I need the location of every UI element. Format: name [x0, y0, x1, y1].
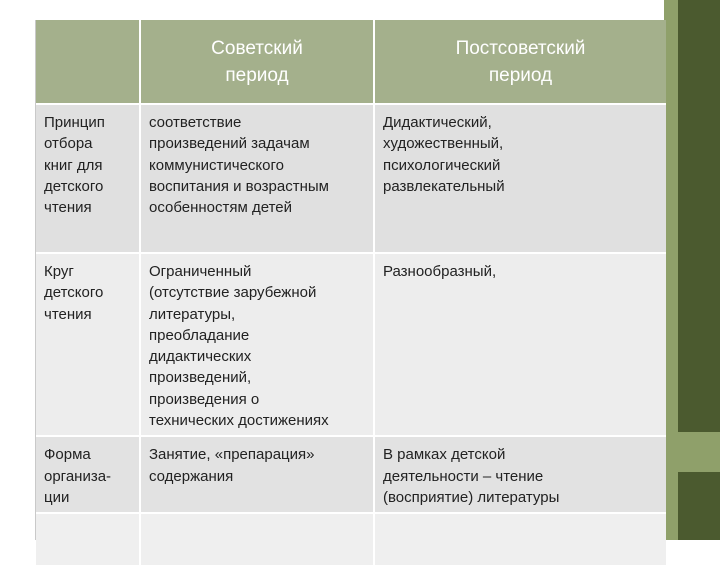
header-post-soviet-period: Постсоветский период: [374, 20, 666, 104]
row-label-selection-principle: Принцип отбора книг для детского чтения: [36, 104, 140, 253]
table-row: [36, 436, 666, 513]
cell-post-soviet-organization: В рамках детской деятельности – чтение (восприятие) литературы: [374, 436, 666, 513]
row-label-organization-form: Форма организа- ции: [36, 436, 140, 513]
slide-side-accent: [664, 432, 720, 472]
comparison-table: [36, 20, 666, 567]
cell-soviet-reading-circle: Ограниченный (отсутствие зарубежной литературы, преобладание дидактических произведений, произведения о технических достижениях: [140, 253, 374, 436]
cell-post-soviet-reading-circle: Разнообразный,: [374, 253, 666, 436]
row-label-reading-circle: Круг детского чтения: [36, 253, 140, 436]
table-header-row: [36, 20, 666, 104]
table-row: [36, 104, 666, 253]
cell-soviet-organization: Занятие, «препарация» содержания: [140, 436, 374, 513]
header-soviet-period: Советский период: [140, 20, 374, 104]
comparison-table-container: [35, 20, 666, 540]
table-row: [36, 253, 666, 436]
slide-side-band: [664, 0, 720, 540]
header-corner: [36, 20, 140, 104]
cell-post-soviet-selection: Дидактический, художественный, психологический развлекательный: [374, 104, 666, 253]
cell-soviet-selection: соответствие произведений задачам коммунистического воспитания и возрастным особенностям детей: [140, 104, 374, 253]
